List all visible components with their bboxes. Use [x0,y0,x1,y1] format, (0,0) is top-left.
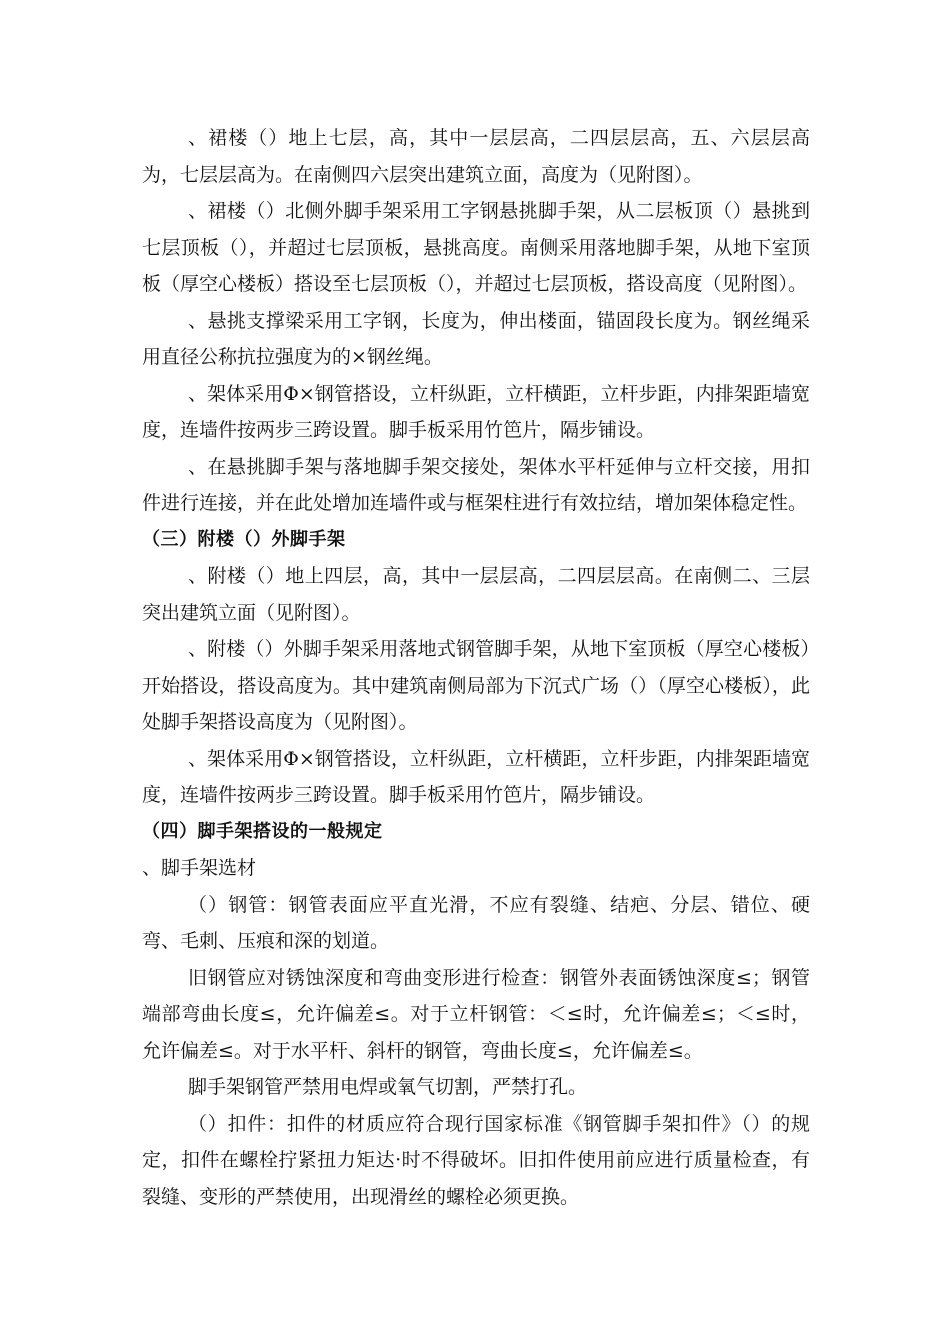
document-body [142,120,810,1215]
paragraph-fasteners: （）扣件：扣件的材质应符合现行国家标准《钢管脚手架扣件》（）的规定，扣件在螺栓拧紧扭力矩达·时不得破坏。旧扣件使用前应进行质量检查，有裂缝、变形的严禁使用，出现滑丝的螺栓必须更换。 [142,1112,810,1208]
paragraph-podium-overview: 、裙楼（）地上七层，高，其中一层层高，二四层层高，五、六层层高为，七层层高为。在南侧四六层突出建筑立面，高度为（见附图）。 [142,127,810,186]
paragraph-annex-frame: 、架体采用Φ×钢管搭设，立杆纵距，立杆横距，立杆步距，内排架距墙宽度，连墙件按两步三跨设置。脚手板采用竹笆片，隔步铺设。 [142,747,810,806]
subheading-material-selection: 、脚手架选材 [142,857,257,879]
paragraph-junction-connection: 、在悬挑脚手架与落地脚手架交接处，架体水平杆延伸与立杆交接，用扣件进行连接，并在此处增加连墙件或与框架柱进行有效拉结，增加架体稳定性。 [142,455,810,514]
paragraph-cantilever-beam: 、悬挑支撑梁采用工字钢，长度为，伸出楼面，锚固段长度为。钢丝绳采用直径公称抗拉强度为的×钢丝绳。 [142,309,810,368]
paragraph-steel-pipe: （）钢管：钢管表面应平直光滑，不应有裂缝、结疤、分层、错位、硬弯、毛刺、压痕和深的划道。 [142,893,810,952]
paragraph-old-pipe-inspection: 旧钢管应对锈蚀深度和弯曲变形进行检查：钢管外表面锈蚀深度≤；钢管端部弯曲长度≤，允许偏差≤。对于立杆钢管：＜≤时，允许偏差≤；＜≤时，允许偏差≤。对于水平杆、斜杆的钢管，弯曲长度≤，允许偏差≤。 [142,966,810,1062]
section-heading-annex: （三）附楼（）外脚手架 [142,528,346,550]
paragraph-no-welding: 脚手架钢管严禁用电焊或氧气切割，严禁打孔。 [188,1076,588,1098]
paragraph-annex-overview: 、附楼（）地上四层，高，其中一层层高，二四层层高。在南侧二、三层突出建筑立面（见附图）。 [142,565,810,624]
section-heading-general-rules: （四）脚手架搭设的一般规定 [142,820,383,842]
paragraph-podium-north-scaffold: 、裙楼（）北侧外脚手架采用工字钢悬挑脚手架，从二层板顶（）悬挑到七层顶板（），并超过七层顶板，悬挑高度。南侧采用落地脚手架，从地下室顶板（厚空心楼板）搭设至七层顶板（），并超过七层顶板，搭设高度（见附图）。 [142,200,810,295]
paragraph-frame-steel-pipe: 、架体采用Φ×钢管搭设，立杆纵距，立杆横距，立杆步距，内排架距墙宽度，连墙件按两步三跨设置。脚手板采用竹笆片，隔步铺设。 [142,382,810,441]
paragraph-annex-scaffold: 、附楼（）外脚手架采用落地式钢管脚手架，从地下室顶板（厚空心楼板）开始搭设，搭设高度为。其中建筑南侧局部为下沉式广场（）（厚空心楼板），此处脚手架搭设高度为（见附图）。 [142,638,810,733]
